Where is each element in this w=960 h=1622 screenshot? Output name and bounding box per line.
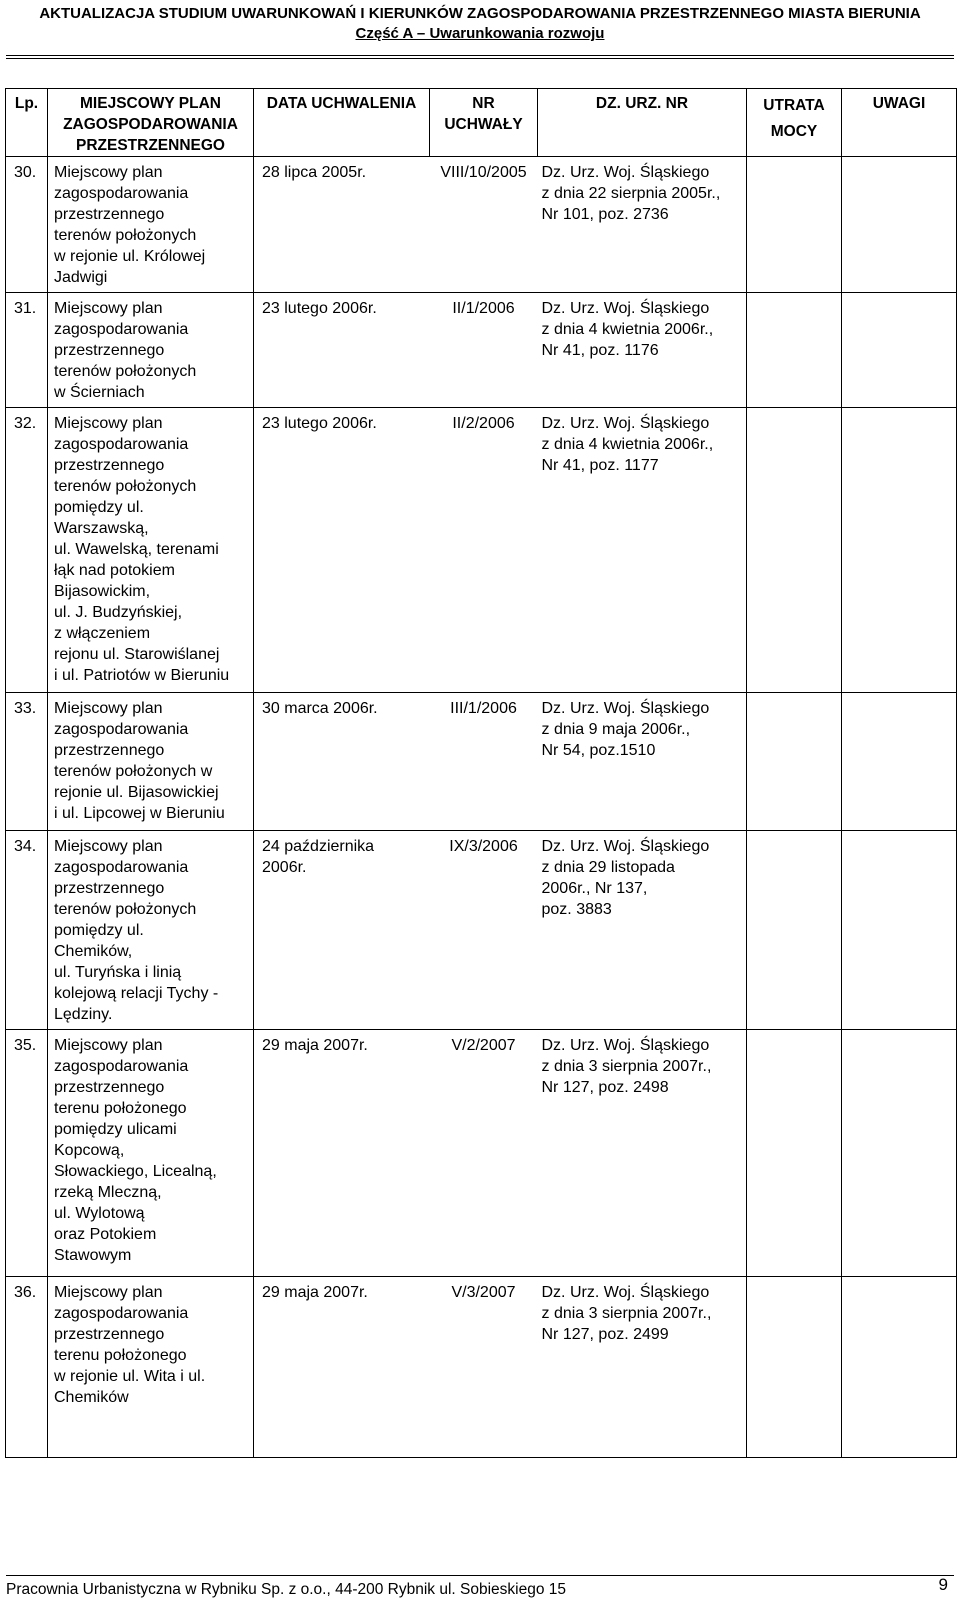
row-lp: 32. [6,408,48,693]
row-resolution-nr: VIII/10/2005 [430,157,538,293]
row-resolution-nr: II/1/2006 [430,293,538,408]
row-date: 23 lutego 2006r. [254,293,430,408]
page-number: 9 [938,1575,948,1594]
row-plan-name: Miejscowy plan zagospodarowania przestrzennego terenów położonych w rejonie ul. Bijasowickiej i ul. Lipcowej w Bieruniu [48,693,254,831]
row-official-journal: Dz. Urz. Woj. Śląskiego z dnia 4 kwietnia 2006r., Nr 41, poz. 1177 [538,408,747,693]
row-date: 23 lutego 2006r. [254,408,430,693]
row-notes [842,408,957,693]
footer-rule [6,1575,954,1576]
row-official-journal: Dz. Urz. Woj. Śląskiego z dnia 9 maja 2006r., Nr 54, poz.1510 [538,693,747,831]
row-loss-of-validity [747,408,842,693]
row-plan-name: Miejscowy plan zagospodarowania przestrzennego terenów położonych pomiędzy ul. Warszawską, ul. Wawelską, terenami łąk nad potokiem Bijasowickim, ul. J. Budzyńskiej, z włączeniem rejonu ul. Starowiślanej i ul. Patriotów w Bieruniu [48,408,254,693]
row-loss-of-validity [747,693,842,831]
row-loss-of-validity [747,831,842,1030]
row-notes [842,157,957,293]
row-plan-name: Miejscowy plan zagospodarowania przestrzennego terenów położonych pomiędzy ul. Chemików, ul. Turyńska i linią kolejową relacji Tychy - Lędziny. [48,831,254,1030]
row-loss-of-validity [747,293,842,408]
row-lp: 33. [6,693,48,831]
row-official-journal: Dz. Urz. Woj. Śląskiego z dnia 22 sierpnia 2005r., Nr 101, poz. 2736 [538,157,747,293]
header-subtitle: Część A – Uwarunkowania rozwoju [355,25,605,42]
table-row [6,1277,957,1458]
table-row [6,293,957,408]
row-lp: 31. [6,293,48,408]
row-lp: 30. [6,157,48,293]
column-header-loss-of-validity: UTRATA MOCY [747,89,842,157]
row-resolution-nr: II/2/2006 [430,408,538,693]
row-plan-name: Miejscowy plan zagospodarowania przestrzennego terenów położonych w Ścierniach [48,293,254,408]
table-row [6,693,957,831]
column-header-plan: MIEJSCOWY PLAN ZAGOSPODAROWANIA PRZESTRZENNEGO [48,89,254,157]
row-date: 24 października 2006r. [254,831,430,1030]
row-resolution-nr: V/3/2007 [430,1277,538,1458]
column-header-lp: Lp. [6,89,48,157]
row-notes [842,831,957,1030]
row-resolution-nr: III/1/2006 [430,693,538,831]
row-date: 29 maja 2007r. [254,1277,430,1458]
table-row [6,831,957,1030]
row-plan-name: Miejscowy plan zagospodarowania przestrzennego terenu położonego w rejonie ul. Wita i ul. Chemików [48,1277,254,1458]
table-row [6,1030,957,1277]
row-loss-of-validity [747,1030,842,1277]
table-row [6,408,957,693]
row-notes [842,1277,957,1458]
column-header-date: DATA UCHWALENIA [254,89,430,157]
document-header [0,4,960,44]
header-rule-top [6,55,954,56]
row-lp: 35. [6,1030,48,1277]
header-rule-bottom [6,58,954,59]
table-row [6,157,957,293]
row-official-journal: Dz. Urz. Woj. Śląskiego z dnia 3 sierpnia 2007r., Nr 127, poz. 2498 [538,1030,747,1277]
row-notes [842,693,957,831]
row-plan-name: Miejscowy plan zagospodarowania przestrzennego terenu położonego pomiędzy ulicami Kopcową, Słowackiego, Licealną, rzeką Mleczną, ul. Wylotową oraz Potokiem Stawowym [48,1030,254,1277]
row-resolution-nr: V/2/2007 [430,1030,538,1277]
row-lp: 34. [6,831,48,1030]
row-loss-of-validity [747,1277,842,1458]
row-official-journal: Dz. Urz. Woj. Śląskiego z dnia 3 sierpnia 2007r., Nr 127, poz. 2499 [538,1277,747,1458]
row-official-journal: Dz. Urz. Woj. Śląskiego z dnia 29 listopada 2006r., Nr 137, poz. 3883 [538,831,747,1030]
header-title: AKTUALIZACJA STUDIUM UWARUNKOWAŃ I KIERUNKÓW ZAGOSPODAROWANIA PRZESTRZENNEGO MIASTA BIERUNIA [39,5,921,22]
table-header-row [6,89,957,157]
column-header-resolution-nr: NR UCHWAŁY [430,89,538,157]
row-resolution-nr: IX/3/2006 [430,831,538,1030]
row-notes [842,1030,957,1277]
plans-table [5,88,957,1458]
row-lp: 36. [6,1277,48,1458]
row-date: 28 lipca 2005r. [254,157,430,293]
column-header-notes: UWAGI [842,89,957,157]
row-date: 30 marca 2006r. [254,693,430,831]
row-date: 29 maja 2007r. [254,1030,430,1277]
row-loss-of-validity [747,157,842,293]
row-official-journal: Dz. Urz. Woj. Śląskiego z dnia 4 kwietnia 2006r., Nr 41, poz. 1176 [538,293,747,408]
row-plan-name: Miejscowy plan zagospodarowania przestrzennego terenów położonych w rejonie ul. Królowej Jadwigi [48,157,254,293]
footer-company: Pracownia Urbanistyczna w Rybniku Sp. z o.o., 44-200 Rybnik ul. Sobieskiego 15 [6,1581,567,1598]
row-notes [842,293,957,408]
column-header-official-journal: DZ. URZ. NR [538,89,747,157]
